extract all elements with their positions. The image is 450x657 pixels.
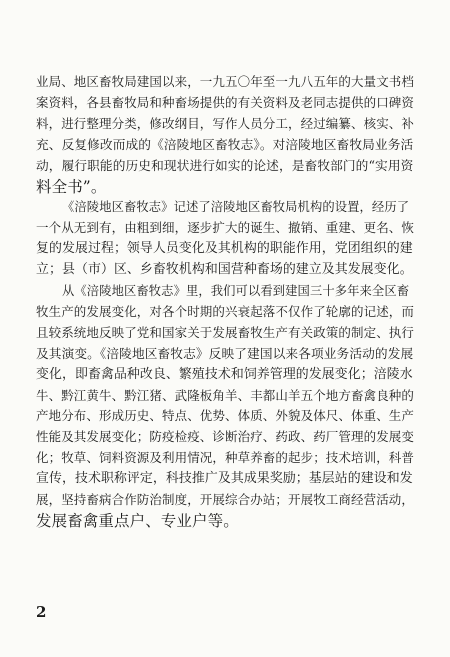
- text-line: 且较系统地反映了党和国家关于发展畜牧生产有关政策的制定、执行: [36, 324, 415, 340]
- text-line: 料全书”。: [36, 177, 107, 196]
- text-line: 及其演变。《涪陵地区畜牧志》反映了建国以来各项业务活动的发展: [36, 345, 414, 361]
- text-line: 业局、地区畜牧局建国以来，一九五〇年至一九八五年的大量文书档: [36, 74, 415, 89]
- text-line: 牛、黔江黄牛、黔江猪、武隆板角羊、丰都山羊五个地方畜禽良种的: [36, 387, 415, 403]
- text-line: 充、反复修改而成的《涪陵地区畜牧志》。对涪陵地区畜牧局业务活: [36, 136, 414, 152]
- text-line: 一个从无到有，由粗到细，逐步扩大的诞生、撤销、重建、更名、恢: [36, 220, 415, 236]
- text-line: 展，坚持畜病合作防治制度，开展综合办站；开展牧工商经营活动，: [36, 492, 415, 507]
- text-line: 牧生产的发展变化，对各个时期的兴衰起落不仅作了轮廓的记述，而: [36, 303, 415, 319]
- text-line: 宣传，技术职称评定，科技推广及其成果奖励；基层站的建设和发: [36, 471, 413, 487]
- text-line: 从《涪陵地区畜牧志》里，我们可以看到建国三十多年来全区畜: [62, 284, 410, 298]
- text-line: 变化，即畜禽品种改良、繁殖技术和饲养管理的发展变化；涪陵水: [36, 366, 413, 382]
- text-line: 料，进行整理分类，修改纲目，写作人员分工，经过编纂、核实、补: [36, 115, 415, 131]
- text-line: 案资料，各县畜牧局和种畜场提供的有关资料及老同志提供的口碑资: [36, 94, 415, 110]
- text-line: 性能及其发展变化；防疫检疫、诊断治疗、药政、药厂管理的发展变: [36, 429, 415, 445]
- text-line: 动，履行职能的历史和现状进行如实的论述，是畜牧部门的“实用资: [36, 157, 414, 173]
- text-line: 立；县（市）区、乡畜牧机构和国营种畜场的建立及其发展变化。: [36, 262, 413, 278]
- text-line: 产地分布、形成历史、特点、优势、体质、外貌及体尺、体重、生产: [36, 408, 415, 424]
- text-line: 复的发展过程；领导人员变化及其机构的职能作用，党团组织的建: [36, 241, 413, 257]
- page-number: 2: [36, 603, 47, 621]
- text-line: 发展畜禽重点户、专业户等。: [36, 511, 239, 530]
- text-line: 化；牧草、饲料资源及利用情况，种草养畜的起步；技术培训，科普: [36, 450, 415, 466]
- text-line: 《涪陵地区畜牧志》记述了涪陵地区畜牧局机构的设置，经历了: [62, 200, 410, 215]
